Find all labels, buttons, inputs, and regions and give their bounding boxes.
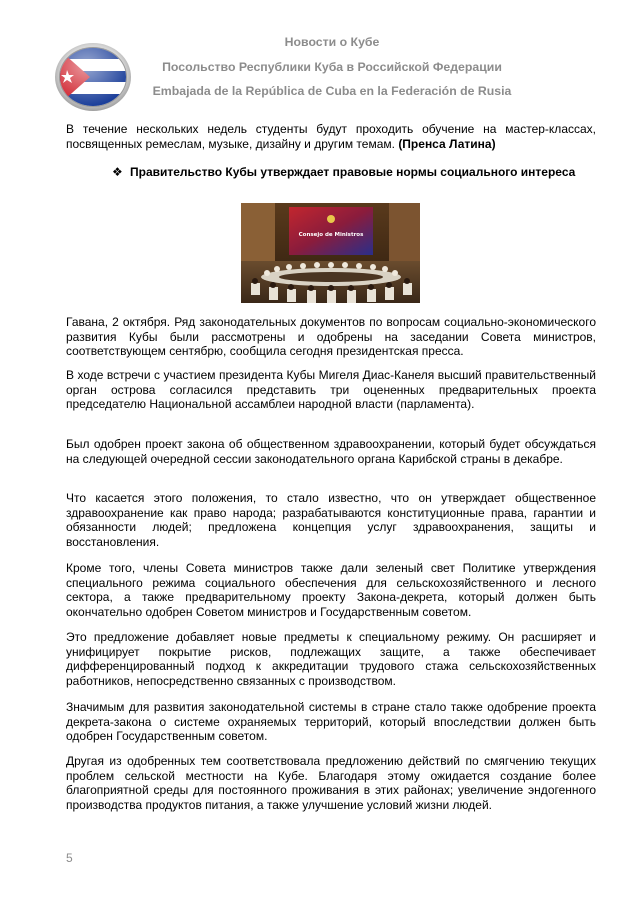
meeting-photo <box>241 203 420 303</box>
paragraph-6: Это предложение добавляет новые предметы к специальному режиму. Он расширяет и унифицирует покрытие рисков, подлежащих защите, а также обеспечивает дифференцированный подход к аккредитации трудового стажа сельскохозяйственных работников, непосредственно связанных с производством. <box>66 630 596 688</box>
article-headline <box>112 165 602 180</box>
paragraph-1: Гавана, 2 октября. Ряд законодательных документов по вопросам социально-экономического развития Кубы были рассмотрены и одобрены на заседании Совета министров, соответствующем сентябрю, сообщила сегодня президентская пресса. <box>66 315 596 359</box>
diamond-bullet-icon: ❖ <box>112 165 123 179</box>
cuban-flag-logo <box>54 41 132 113</box>
paragraph-4: Что касается этого положения, то стало известно, что он утверждает общественное здравоохранение как право народа; разрабатываются конституционные права, гарантии и обязанности людей; предложена концепция услуг здравоохранения, защиты и восстановления. <box>66 491 596 549</box>
intro-source: (Пренса Латина) <box>398 136 496 151</box>
header-embassy-es: Embajada de la República de Cuba en la Federación de Rusia <box>152 84 512 98</box>
article-title: Правительство Кубы утверждает правовые нормы социального интереса <box>130 165 576 179</box>
paragraph-2: В ходе встречи с участием президента Кубы Мигеля Диас-Канеля высший правительственный орган острова согласился представить три оцененных предварительных проекта председателю Национальной ассамблеи народной власти (парламента). <box>66 368 596 412</box>
header-title: Новости о Кубе <box>284 35 380 49</box>
header-embassy-ru: Посольство Республики Куба в Российской Федерации <box>162 60 502 74</box>
page-number: 5 <box>66 851 73 865</box>
paragraph-8: Другая из одобренных тем соответствовала предложению действий по смягчению текущих проблем сельской местности на Кубе. Благодаря этому ожидается создание более благоприятной среды для постоянного проживания в этих районах; увеличение эндогенного производства продуктов питания, а также улучшение условий жизни людей. <box>66 754 596 812</box>
intro-paragraph <box>66 122 596 151</box>
paragraph-7: Значимым для развития законодательной системы в стране стало также одобрение проекта декрета-закона о системе охраняемых территорий, который впоследствии должен быть одобрен Государственным советом. <box>66 700 596 744</box>
intro-text: В течение нескольких недель студенты будут проходить обучение на мастер-классах, посвященных ремеслам, музыке, дизайну и другим темам. <box>66 122 596 151</box>
paragraph-3: Был одобрен проект закона об общественном здравоохранении, который будет обсуждаться на следующей очередной сессии законодательного органа Карибской страны в декабре. <box>66 437 596 466</box>
paragraph-5: Кроме того, члены Совета министров также дали зеленый свет Политике утверждения специального режима социального обеспечения для сельскохозяйственного и лесного сектора, а также предварительному проекту Закона-декрета, который должен быть окончательно одобрен Советом министров и Государственным советом. <box>66 561 596 619</box>
screen-caption: Consejo de Ministros <box>298 232 364 238</box>
